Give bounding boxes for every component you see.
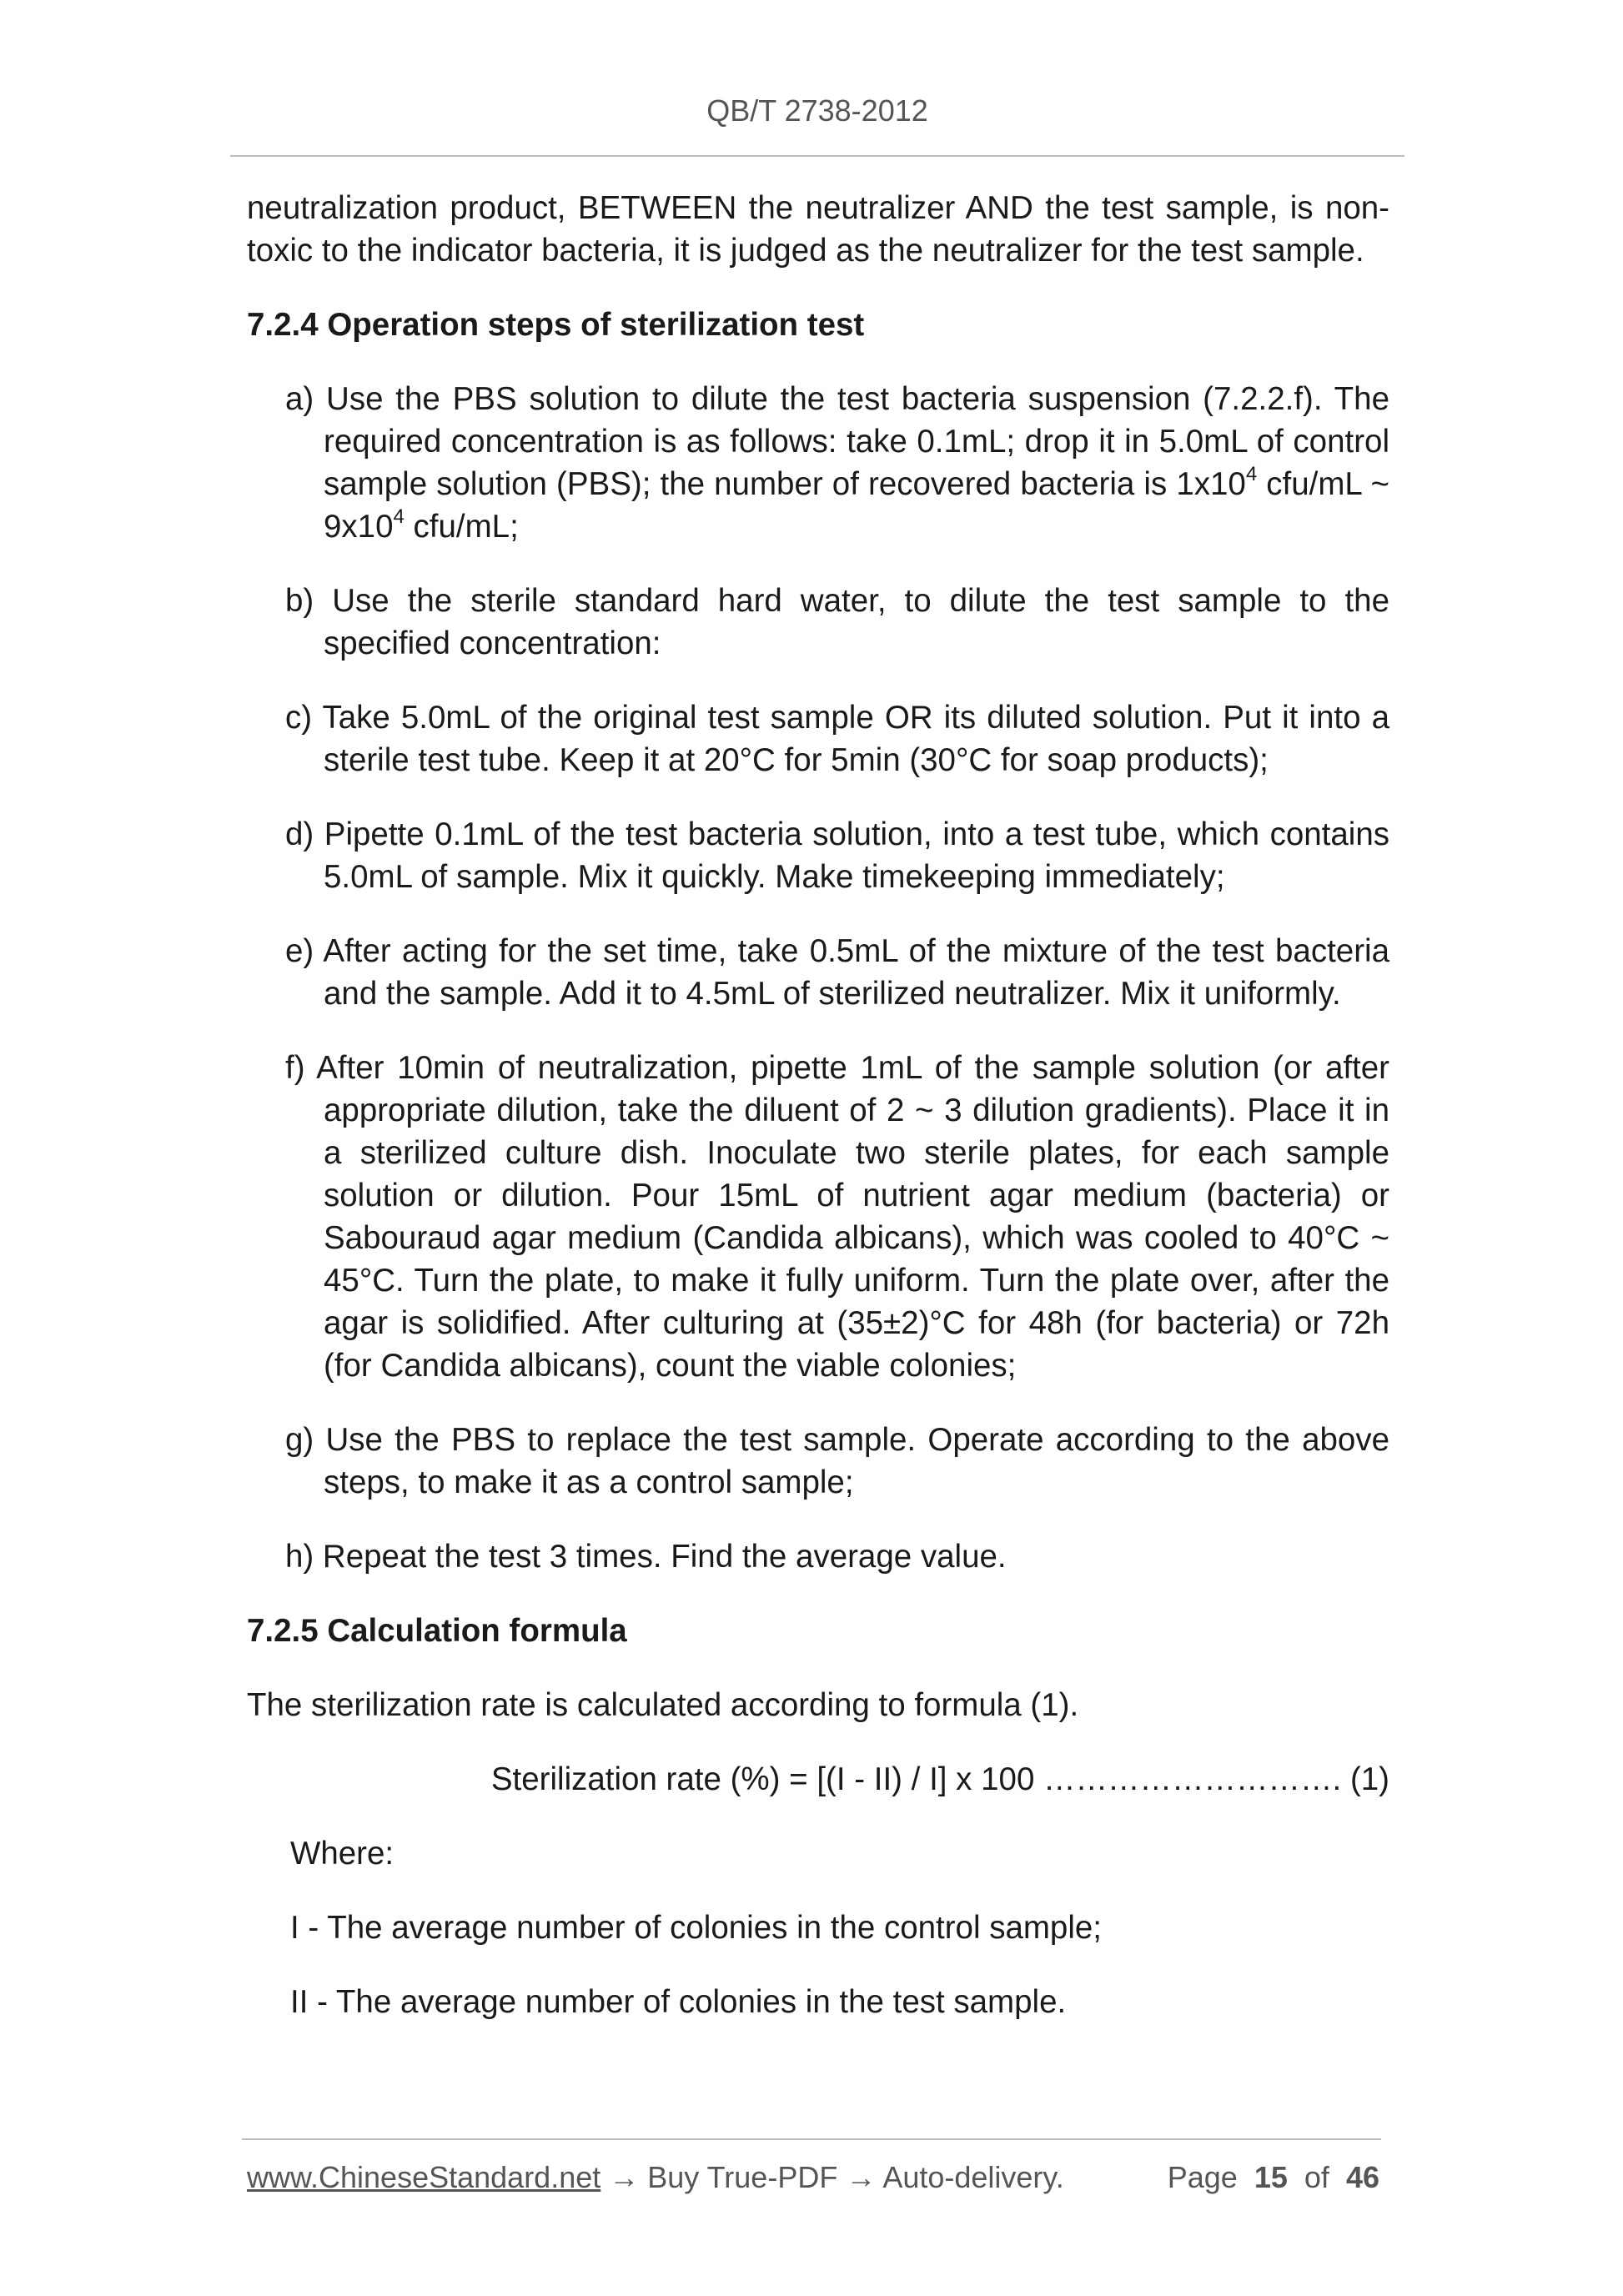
step-f: f) After 10min of neutralization, pipette 1mL of the sample solution (or after appropriate dilution, take the diluent of 2 ~ 3 dilution gradients). Place it in a sterilized culture dish. Inoculate two sterile plates, for each sample solution or dilution. Pour 15mL of nutrient agar medium (bacteria) or Sabouraud agar medium (Candida albicans), which was cooled to 40°C ~ 45°C. Turn the plate, to make it fully uniform. Turn the plate over, after the agar is solidified. After culturing at (35±2)°C for 48h (for bacteria) or 72h (for Candida albicans), count the viable colonies; — [285, 1050, 1389, 1384]
step-a: a) Use the PBS solution to dilute the test bacteria suspension (7.2.2.f). The required concentration is as follows: take 0.1mL; drop it in 5.0mL of control sample solution (PBS); the number of recovered bacteria is $1x10^4$ cfu/mL ~ $9x10^4$ cfu/mL; — [285, 381, 1389, 545]
section-heading-7-2-4: 7.2.4 Operation steps of sterilization test — [247, 307, 865, 343]
step-d: d) Pipette 0.1mL of the test bacteria solution, into a test tube, which contains 5.0mL of sample. Mix it quickly. Make timekeeping immediately; — [285, 816, 1389, 895]
step-b: b) Use the sterile standard hard water, to dilute the test sample to the specified concentration: — [285, 583, 1389, 661]
page-indicator: Page 15 of 46 — [1167, 2160, 1379, 2194]
formula-1: Sterilization rate (%) = [(I - II) / I] x 100 ………………………. (1) — [490, 1761, 1389, 1797]
definition-ii: II - The average number of colonies in the test sample. — [290, 1984, 1067, 2020]
page-header: QB/T 2738-2012 — [706, 93, 928, 128]
where-label: Where: — [290, 1836, 394, 1871]
step-c: c) Take 5.0mL of the original test sample OR its diluted solution. Put it into a sterile test tube. Keep it at 20°C for 5min (30°C for soap products); — [285, 700, 1389, 778]
step-g: g) Use the PBS to replace the test sample. Operate according to the above steps, to make it as a control sample; — [285, 1422, 1389, 1500]
step-h: h) Repeat the test 3 times. Find the average value. — [285, 1539, 1007, 1575]
header-divider — [230, 155, 1404, 157]
formula-intro: The sterilization rate is calculated according to formula (1). — [247, 1687, 1079, 1723]
page-footer — [247, 2160, 1379, 2195]
document-body — [247, 187, 1389, 2023]
step-e: e) After acting for the set time, take 0.5mL of the mixture of the test bacteria and the sample. Add it to 4.5mL of sterilized neutralizer. Mix it uniformly. — [285, 933, 1389, 1012]
page-number: 15 — [1254, 2160, 1288, 2194]
section-heading-7-2-5: 7.2.5 Calculation formula — [247, 1613, 627, 1649]
footer-left — [247, 2160, 1064, 2195]
definition-i: I - The average number of colonies in the control sample; — [290, 1910, 1103, 1946]
page-total: 46 — [1345, 2160, 1379, 2194]
website-link[interactable]: www.ChineseStandard.net — [247, 2160, 601, 2194]
footer-divider — [242, 2138, 1381, 2140]
footer-tagline: → Buy True-PDF → Auto-delivery. — [600, 2160, 1064, 2194]
intro-paragraph: neutralization product, BETWEEN the neutralizer AND the test sample, is non-toxic to the indicator bacteria, it is judged as the neutralizer for the test sample. — [247, 190, 1389, 269]
